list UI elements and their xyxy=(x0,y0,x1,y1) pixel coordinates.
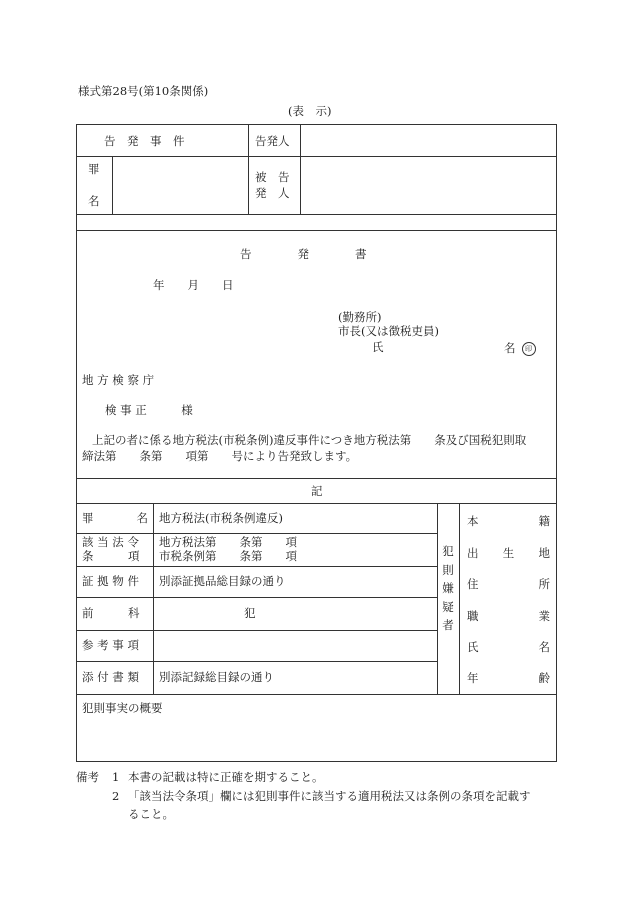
row-label-crime: 罪 名 xyxy=(82,511,148,525)
suspect-field: 出 生 地 xyxy=(467,546,550,560)
row-value-evidence: 別添証拠品総目録の通り xyxy=(159,574,286,588)
accused-label: 被 告 xyxy=(255,170,290,184)
record-heading: 記 xyxy=(311,484,323,498)
workplace-label: (勤務所) xyxy=(338,310,382,324)
row-label-law: 条 項 xyxy=(82,549,140,563)
row-label-law: 該 当 法 令 xyxy=(82,535,139,549)
divider xyxy=(76,661,437,662)
accused-label: 発 人 xyxy=(255,186,290,200)
row-label-record: 前 科 xyxy=(82,606,140,620)
incident-label: 告 発 事 件 xyxy=(104,134,185,148)
prosecutor-office: 地 方 検 察 庁 xyxy=(82,373,155,387)
letter-title: 告 発 書 xyxy=(240,247,367,261)
suspect-field: 本 籍 xyxy=(467,514,550,528)
divider xyxy=(76,597,437,598)
row-label-reference: 参 考 事 項 xyxy=(82,638,139,652)
row-value-record: 犯 xyxy=(244,606,256,620)
divider xyxy=(437,503,438,694)
note-text: 本書の記載は特に正確を期すること。 xyxy=(128,770,324,784)
facts-label: 犯則事実の概要 xyxy=(82,701,163,715)
divider xyxy=(76,230,557,231)
suspect-field: 職 業 xyxy=(467,609,550,623)
notes-prefix: 備考 xyxy=(76,770,99,784)
letter-body: 締法第 条第 項第 号により告発致します。 xyxy=(82,449,358,463)
suspect-field: 年 齢 xyxy=(467,671,550,685)
letter-date: 年 月 日 xyxy=(153,278,234,292)
name-label: 氏 xyxy=(372,340,384,354)
mayor-label: 市長(又は徴税吏員) xyxy=(338,324,439,338)
accuser-label: 告発人 xyxy=(255,134,290,148)
seal-icon: 印 xyxy=(522,342,536,356)
divider xyxy=(248,124,249,214)
row-value-attachments: 別添記録総目録の通り xyxy=(159,670,274,684)
row-value-crime: 地方税法(市税条例違反) xyxy=(159,511,283,525)
divider xyxy=(76,630,437,631)
note-text: 「該当法令条項」欄には犯則事件に該当する適用税法又は条例の条項を記載す xyxy=(128,789,531,803)
display-label: (表 示) xyxy=(288,104,332,118)
divider xyxy=(76,478,557,479)
row-label-evidence: 証 拠 物 件 xyxy=(82,574,139,588)
row-value-law: 地方税法第 条第 項 xyxy=(159,535,297,549)
row-label-attachments: 添 付 書 類 xyxy=(82,670,139,684)
crime-label: 名 xyxy=(88,194,100,208)
divider xyxy=(76,156,557,157)
note-number: 2 xyxy=(112,789,120,803)
letter-body: 上記の者に係る地方税法(市税条例)違反事件につき地方税法第 条及び国税犯則取 xyxy=(92,433,527,447)
divider xyxy=(76,694,557,695)
note-text: ること。 xyxy=(128,807,174,821)
divider xyxy=(300,124,301,214)
crime-label: 罪 xyxy=(88,162,100,176)
divider xyxy=(112,156,113,214)
suspect-label: 犯則嫌疑者 xyxy=(442,544,454,633)
note-number: 1 xyxy=(112,770,120,784)
row-value-law: 市税条例第 条第 項 xyxy=(159,549,297,563)
divider xyxy=(76,503,557,504)
divider xyxy=(76,214,557,215)
divider xyxy=(76,533,437,534)
name-label: 名 印 xyxy=(504,342,536,356)
divider xyxy=(76,566,437,567)
suspect-field: 住 所 xyxy=(467,577,550,591)
prosecutor-label: 検 事 正 様 xyxy=(105,403,193,417)
divider xyxy=(153,503,154,694)
suspect-field: 氏 名 xyxy=(467,640,550,654)
form-number: 様式第28号(第10条関係) xyxy=(78,84,209,98)
divider xyxy=(459,503,460,694)
